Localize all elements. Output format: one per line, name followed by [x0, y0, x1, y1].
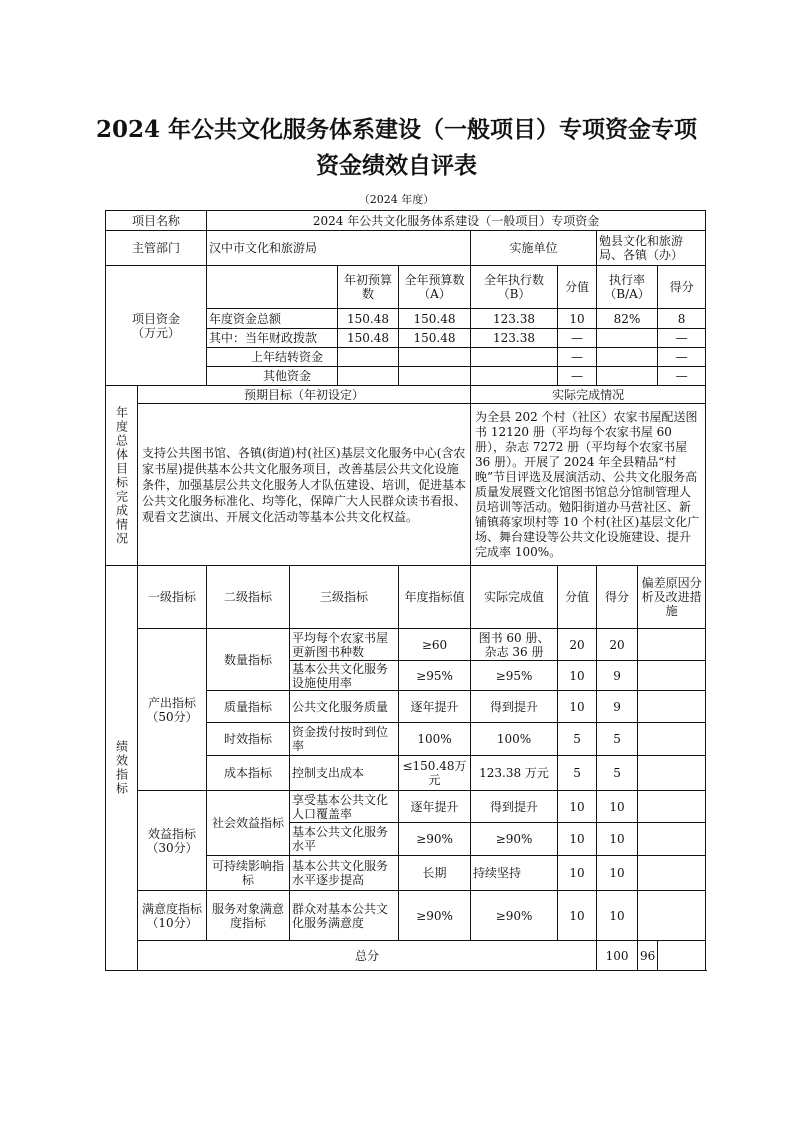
deviation-note — [638, 891, 706, 941]
funds-initial: 150.48 — [338, 309, 399, 329]
score: 20 — [597, 629, 638, 661]
funds-label — [106, 266, 207, 386]
target-value: ≥90% — [399, 823, 471, 856]
actual-value: 持续坚持 — [471, 856, 558, 891]
level2-indicator: 服务对象满意度指标 — [207, 891, 290, 941]
funds-score-value: 10 — [558, 309, 597, 329]
deviation-note — [638, 791, 706, 823]
indicators-header-row — [106, 566, 706, 629]
level3-indicator: 资金拨付按时到位率 — [290, 723, 399, 756]
funds-header: 分值 — [558, 266, 597, 309]
funds-rate — [597, 348, 658, 367]
goals-label-text: 年度总体目标完成情况 — [114, 405, 129, 546]
indicators-header: 一级指标 — [138, 566, 207, 629]
funds-executed: 123.38 — [471, 309, 558, 329]
page-title — [60, 112, 733, 184]
target-value: 逐年提升 — [399, 691, 471, 723]
level2-indicator: 时效指标 — [207, 723, 290, 756]
funds-blank — [207, 266, 338, 309]
indicators-label-text: 绩效指标 — [114, 740, 129, 796]
target-value: ≤150.48万元 — [399, 756, 471, 791]
target-value: 100% — [399, 723, 471, 756]
funds-header: 全年执行数（B） — [471, 266, 558, 309]
score-value: 10 — [558, 823, 597, 856]
score-value: 10 — [558, 691, 597, 723]
score: 10 — [597, 791, 638, 823]
level2-indicator: 质量指标 — [207, 691, 290, 723]
funds-row-label: 其他资金 — [207, 367, 338, 386]
actual-value: ≥90% — [471, 891, 558, 941]
level3-indicator: 享受基本公共文化人口覆盖率 — [290, 791, 399, 823]
score-value: 5 — [558, 723, 597, 756]
total-score: 96 — [638, 941, 658, 971]
funds-rate: 82% — [597, 309, 658, 329]
indicators-header: 分值 — [558, 566, 597, 629]
total-label: 总分 — [138, 941, 597, 971]
score: 5 — [597, 723, 638, 756]
score: 5 — [597, 756, 638, 791]
funds-header: 执行率（B/A） — [597, 266, 658, 309]
indicator-row — [106, 791, 706, 823]
level3-indicator: 基本公共文化服务水平 — [290, 823, 399, 856]
funds-rate — [597, 367, 658, 386]
goals-label — [106, 386, 138, 566]
funds-executed — [471, 367, 558, 386]
funds-executed — [471, 348, 558, 367]
funds-initial: 150.48 — [338, 329, 399, 348]
score-value: 10 — [558, 661, 597, 691]
level2-indicator: 成本指标 — [207, 756, 290, 791]
target-value: ≥90% — [399, 891, 471, 941]
indicators-header: 偏差原因分析及改进措施 — [638, 566, 706, 629]
indicators-label — [106, 566, 138, 971]
level2-indicator: 可持续影响指标 — [207, 856, 290, 891]
total-row — [106, 941, 706, 971]
actual-header: 实际完成情况 — [471, 386, 706, 404]
expected-header: 预期目标（年初设定） — [138, 386, 471, 404]
score: 10 — [597, 891, 638, 941]
level2-indicator: 社会效益指标 — [207, 791, 290, 856]
funds-score-value: — — [558, 367, 597, 386]
funds-budget: 150.48 — [399, 329, 471, 348]
score-value: 10 — [558, 891, 597, 941]
target-value: ≥60 — [399, 629, 471, 661]
deviation-note — [638, 856, 706, 891]
indicators-header: 实际完成值 — [471, 566, 558, 629]
deviation-note — [638, 723, 706, 756]
score-value: 10 — [558, 856, 597, 891]
level1-indicator: 产出指标（50分） — [138, 629, 207, 791]
project-name-label: 项目名称 — [106, 211, 207, 231]
deviation-note — [638, 691, 706, 723]
level3-indicator: 群众对基本公共文化服务满意度 — [290, 891, 399, 941]
title-line-1: 2024 年公共文化服务体系建设（一般项目）专项资金专项 — [95, 116, 698, 143]
indicator-row — [106, 891, 706, 941]
score-value: 20 — [558, 629, 597, 661]
total-note — [658, 941, 706, 971]
actual-value: ≥95% — [471, 661, 558, 691]
funds-score-value: — — [558, 329, 597, 348]
funds-score-value: — — [558, 348, 597, 367]
funds-executed: 123.38 — [471, 329, 558, 348]
funds-initial — [338, 348, 399, 367]
funds-row-label: 上年结转资金 — [207, 348, 338, 367]
level3-indicator: 基本公共文化服务设施使用率 — [290, 661, 399, 691]
deviation-note — [638, 661, 706, 691]
funds-header: 年初预算数 — [338, 266, 399, 309]
funds-rate — [597, 329, 658, 348]
funds-header-row — [106, 266, 706, 309]
year-note: （2024 年度） — [358, 193, 435, 206]
level3-indicator: 基本公共文化服务水平逐步提高 — [290, 856, 399, 891]
goals-content-row — [106, 404, 706, 566]
level3-indicator: 公共文化服务质量 — [290, 691, 399, 723]
funds-budget: 150.48 — [399, 309, 471, 329]
deviation-note — [638, 756, 706, 791]
dept-label: 主管部门 — [106, 231, 207, 266]
score: 10 — [597, 823, 638, 856]
funds-initial — [338, 367, 399, 386]
indicators-header: 得分 — [597, 566, 638, 629]
actual-value: 得到提升 — [471, 691, 558, 723]
evaluation-table — [105, 210, 706, 971]
funds-score: — — [658, 329, 706, 348]
indicators-header: 二级指标 — [207, 566, 290, 629]
expected-goal-text: 支持公共图书馆、各镇(街道)村(社区)基层文化服务中心(含农家书屋)提供基本公共文化服务项目，改善基层公共文化设施条件，加强基层公共文化服务人才队伍建设、培训，促进基本公共文化服务标准化、均等化，保障广大人民群众读书看报、观看文艺演出、开展文化活动等基本公共文化权益。 — [138, 404, 471, 566]
project-name-value: 2024 年公共文化服务体系建设（一般项目）专项资金 — [207, 211, 706, 231]
goals-header-row — [106, 386, 706, 404]
impl-label: 实施单位 — [471, 231, 597, 266]
level1-indicator: 满意度指标（10分） — [138, 891, 207, 941]
funds-label-text: 项目资金（万元） — [131, 311, 180, 340]
impl-value: 勉县文化和旅游局、各镇（办） — [597, 231, 706, 266]
funds-score: 8 — [658, 309, 706, 329]
funds-score: — — [658, 348, 706, 367]
actual-value: 图书 60 册、杂志 36 册 — [471, 629, 558, 661]
indicators-header: 三级指标 — [290, 566, 399, 629]
score-value: 5 — [558, 756, 597, 791]
dept-row — [106, 231, 706, 266]
actual-value: 得到提升 — [471, 791, 558, 823]
funds-row-label: 年度资金总额 — [207, 309, 338, 329]
total-value: 100 — [597, 941, 638, 971]
indicators-header: 年度指标值 — [399, 566, 471, 629]
funds-score: — — [658, 367, 706, 386]
indicator-row — [106, 629, 706, 661]
deviation-note — [638, 823, 706, 856]
title-line-2: 资金绩效自评表 — [316, 152, 477, 179]
target-value: 逐年提升 — [399, 791, 471, 823]
funds-budget — [399, 348, 471, 367]
score: 9 — [597, 691, 638, 723]
level1-indicator: 效益指标（30分） — [138, 791, 207, 891]
funds-row-label: 其中：当年财政拨款 — [207, 329, 338, 348]
deviation-note — [638, 629, 706, 661]
actual-goal-text: 为全县 202 个村（社区）农家书屋配送图书 12120 册（平均每个农家书屋 60 册），杂志 7272 册（平均每个农家书屋 36 册）。开展了 2024 年全县精品“村晚”节目评选及展演活动、公共文化服务高质量发展暨文化馆图书馆总分馆制管理人员培训等活动。勉阳街道办马营社区、新铺镇蒋家坝村等 10 个村(社区)基层文化广场、舞台建设等公共文化设施建设、提升完成率 100%。 — [471, 404, 706, 566]
score-value: 10 — [558, 791, 597, 823]
target-value: ≥95% — [399, 661, 471, 691]
score: 9 — [597, 661, 638, 691]
project-name-row — [106, 211, 706, 231]
actual-value: 123.38 万元 — [471, 756, 558, 791]
dept-value: 汉中市文化和旅游局 — [207, 231, 471, 266]
target-value: 长期 — [399, 856, 471, 891]
level2-indicator: 数量指标 — [207, 629, 290, 691]
actual-value: 100% — [471, 723, 558, 756]
funds-header: 得分 — [658, 266, 706, 309]
funds-budget — [399, 367, 471, 386]
funds-header: 全年预算数（A） — [399, 266, 471, 309]
score: 10 — [597, 856, 638, 891]
level3-indicator: 控制支出成本 — [290, 756, 399, 791]
actual-value: ≥90% — [471, 823, 558, 856]
level3-indicator: 平均每个农家书屋更新图书种数 — [290, 629, 399, 661]
